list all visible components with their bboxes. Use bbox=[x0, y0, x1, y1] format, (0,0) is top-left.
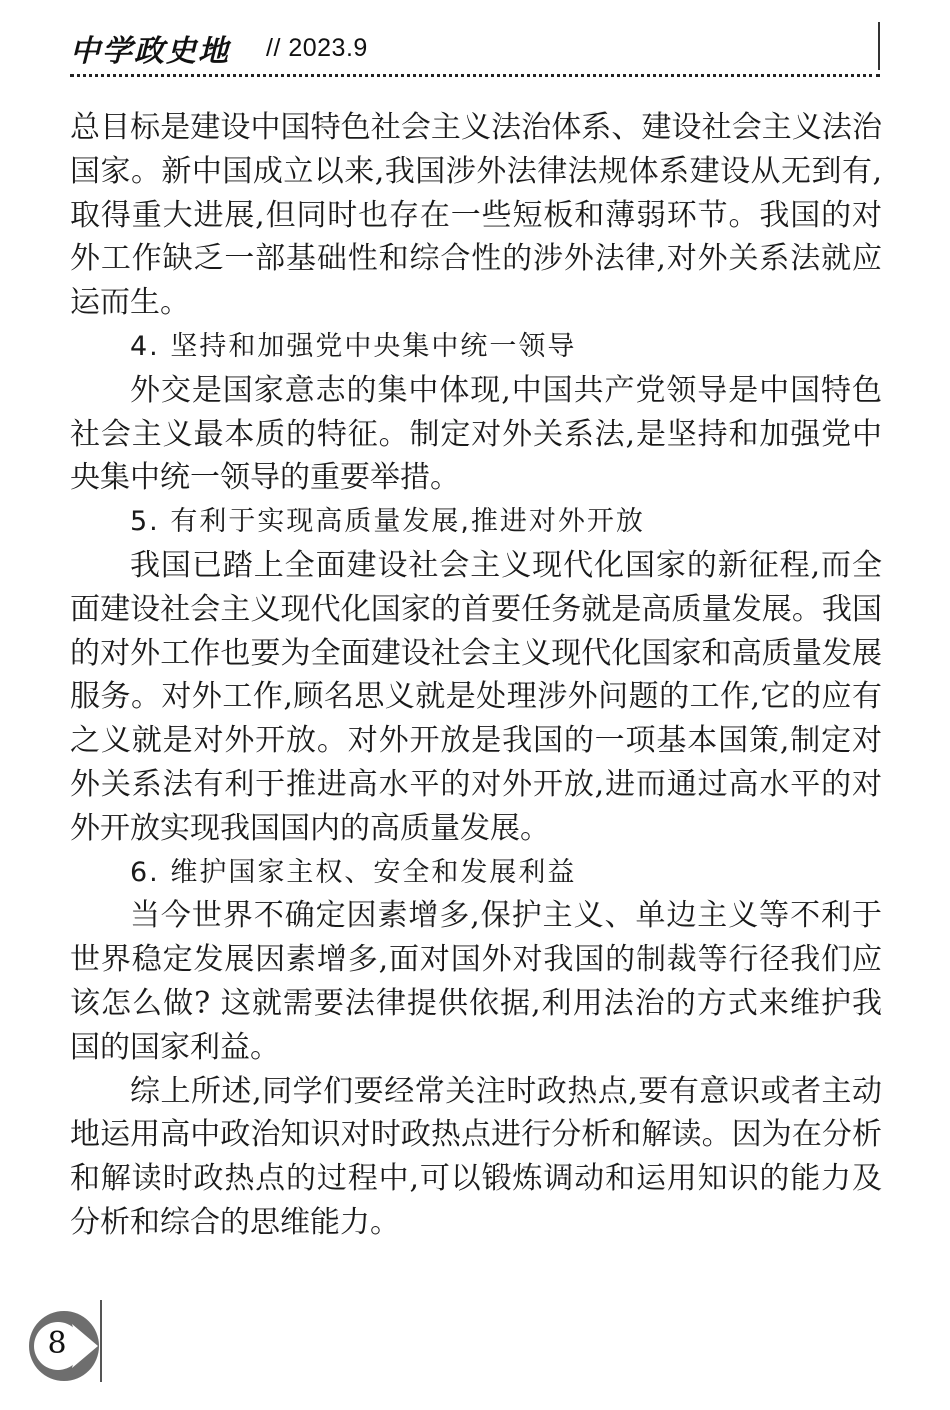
paragraph-national-interests: 当今世界不确定因素增多,保护主义、单边主义等不利于世界稳定发展因素增多,面对国外对我国的制裁等行径我们应该怎么做? 这就需要法律提供依据,利用法治的方式来维护我国的国家利益。 bbox=[70, 898, 882, 1065]
paragraph-conclusion: 综上所述,同学们要经常关注时政热点,要有意识或者主动地运用高中政治知识对时政热点进行分析和解读。因为在分析和解读时政热点的过程中,可以锻炼调动和运用知识的能力及分析和综合的思维能力。 bbox=[70, 1073, 882, 1240]
page-number-badge bbox=[28, 1308, 104, 1384]
header-dotted-divider bbox=[70, 74, 880, 77]
paragraph-diplomacy: 外交是国家意志的集中体现,中国共产党领导是中国特色社会主义最本质的特征。制定对外关系法,是坚持和加强党中央集中统一领导的重要举措。 bbox=[70, 372, 882, 496]
issue-label: // 2023.9 bbox=[266, 34, 368, 62]
paragraph-continuation: 总目标是建设中国特色社会主义法治体系、建设社会主义法治国家。新中国成立以来,我国涉外法律法规体系建设从无到有,取得重大进展,但同时也存在一些短板和薄弱环节。我国的对外工作缺乏一部基础性和综合性的涉外法律,对外关系法就应运而生。 bbox=[70, 110, 882, 321]
section-heading-5: 5. 有利于实现高质量发展,推进对外开放 bbox=[130, 506, 645, 538]
journal-masthead: 中学政史地 bbox=[70, 34, 230, 69]
footer-vertical-rule bbox=[100, 1300, 102, 1382]
section-heading-4: 4. 坚持和加强党中央集中统一领导 bbox=[130, 330, 577, 362]
article-body bbox=[70, 106, 882, 1245]
page-header bbox=[70, 22, 880, 78]
header-vertical-rule bbox=[878, 22, 880, 70]
section-heading-6: 6. 维护国家主权、安全和发展利益 bbox=[130, 856, 577, 888]
page-number: 8 bbox=[47, 1326, 67, 1361]
paragraph-high-quality-development: 我国已踏上全面建设社会主义现代化国家的新征程,而全面建设社会主义现代化国家的首要任务就是高质量发展。我国的对外工作也要为全面建设社会主义现代化国家和高质量发展服务。对外工作,顾名思义就是处理涉外问题的工作,它的应有之义就是对外开放。对外开放是我国的一项基本国策,制定对外关系法有利于推进高水平的对外开放,进而通过高水平的对外开放实现我国国内的高质量发展。 bbox=[70, 547, 882, 846]
